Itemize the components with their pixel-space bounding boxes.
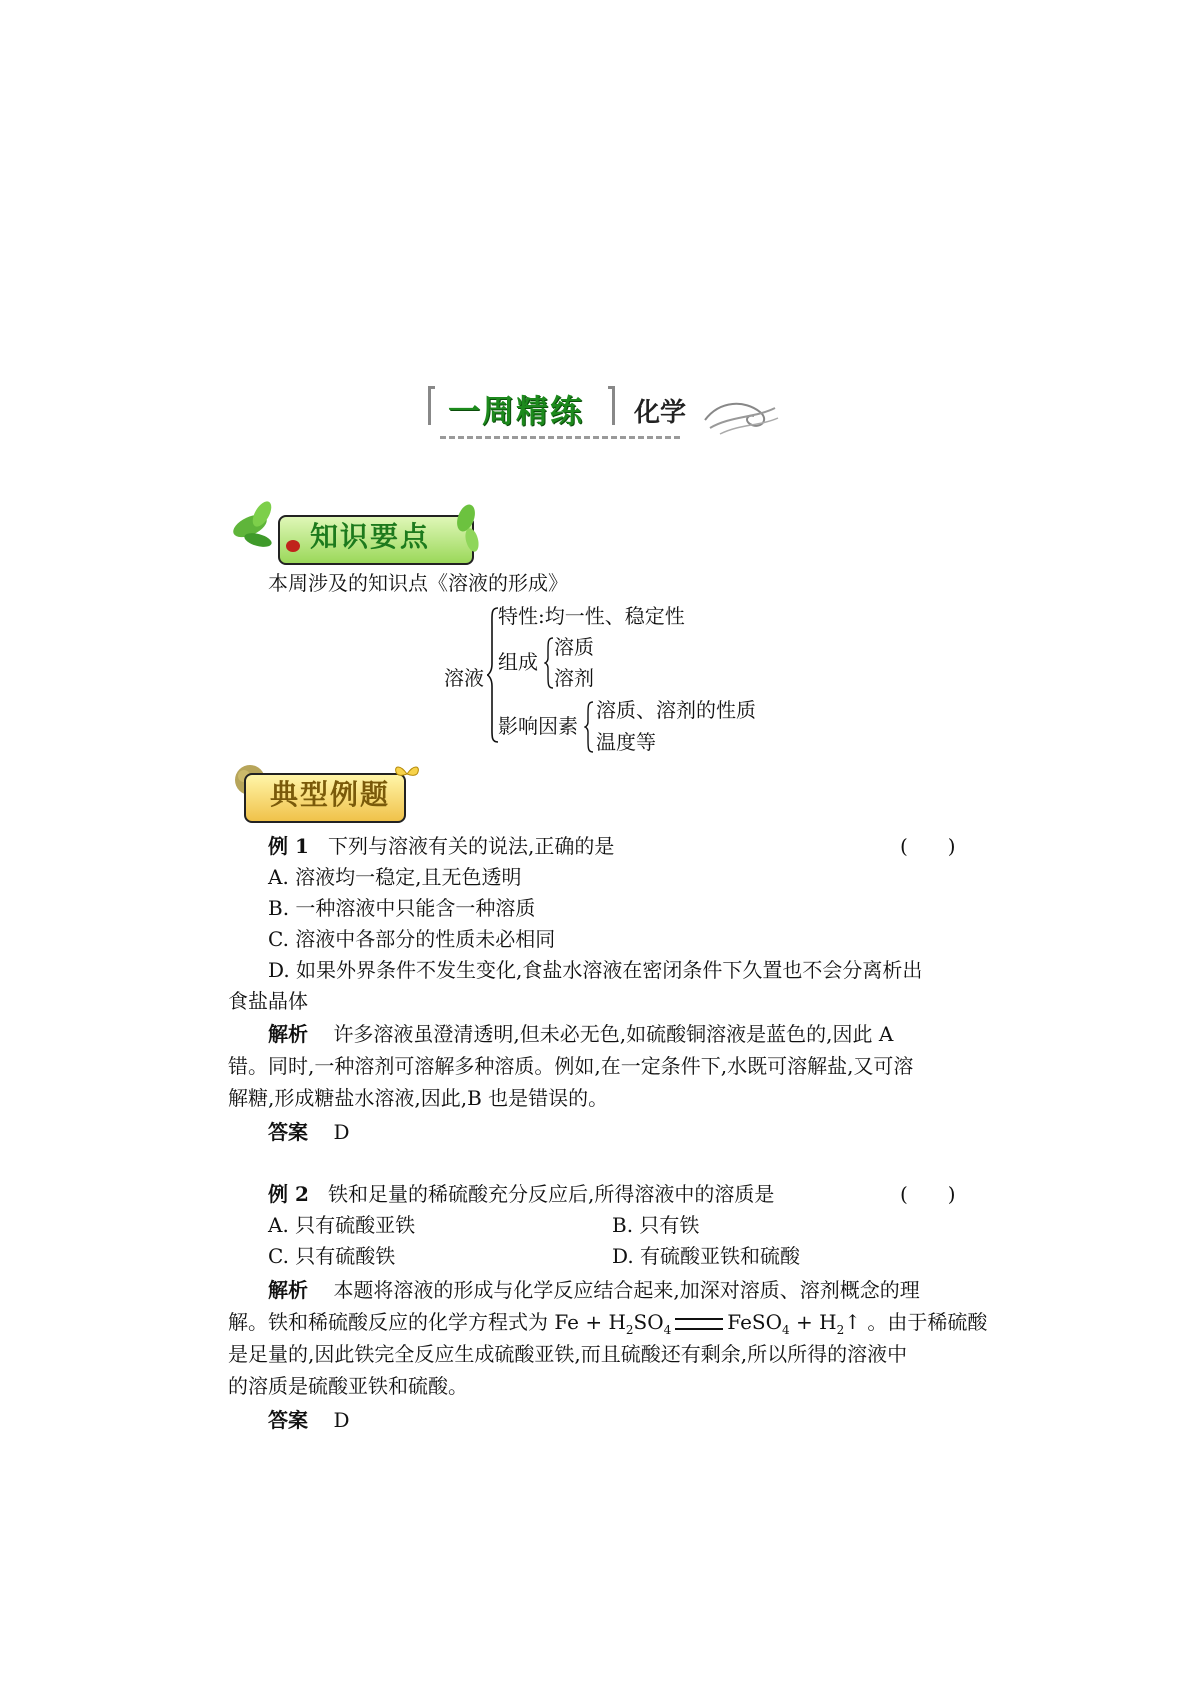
example1-option-a: A. 溶液均一稳定,且无色透明 bbox=[268, 865, 522, 889]
example2-answer-blank: ( ) bbox=[900, 1182, 956, 1206]
brace-small-factors bbox=[584, 700, 594, 754]
example1-question: 下列与溶液有关的说法,正确的是 bbox=[327, 834, 615, 858]
leaf-sprig-icon bbox=[446, 500, 486, 560]
header-subject: 化学 bbox=[634, 398, 687, 428]
example2-analysis-equation-line: 解。铁和稀硫酸反应的化学方程式为 $Fe + H_2SO_4$ FeSO$_4$ + $H_2↑$ 。由于稀硫酸 bbox=[228, 1310, 988, 1337]
examples-badge-label: 典型例题 bbox=[270, 778, 391, 811]
example1-answer: 答案 D bbox=[268, 1120, 350, 1144]
example1-analysis-line3: 解糖,形成糖盐水溶液,因此,B 也是错误的。 bbox=[228, 1086, 609, 1110]
example2-header bbox=[268, 1180, 774, 1208]
example2-label: 例 2 bbox=[268, 1182, 309, 1206]
diagram-branch3-item-nature: 溶质、溶剂的性质 bbox=[596, 698, 756, 722]
knowledge-intro: 本周涉及的知识点《溶液的形成》 bbox=[268, 571, 568, 595]
diagram-root: 溶液 bbox=[444, 666, 484, 690]
double-equals-sign bbox=[675, 1318, 723, 1330]
example2-analysis-line1: 解析 本题将溶液的形成与化学反应结合起来,加深对溶质、溶剂概念的理 bbox=[268, 1278, 920, 1302]
diagram-branch2-label: 组成 bbox=[498, 650, 538, 674]
example2-analysis-label: 解析 bbox=[268, 1278, 308, 1302]
example2-option-b: B. 只有铁 bbox=[612, 1213, 700, 1237]
example2-question: 铁和足量的稀硫酸充分反应后,所得溶液中的溶质是 bbox=[327, 1182, 775, 1206]
header-dash-line bbox=[440, 436, 680, 439]
diagram-branch2-item-solvent: 溶剂 bbox=[554, 666, 594, 690]
example2-option-a: A. 只有硫酸亚铁 bbox=[268, 1213, 416, 1237]
example1-option-d-cont: 食盐晶体 bbox=[228, 989, 308, 1013]
example2-analysis-line3: 是足量的,因此铁完全反应生成硫酸亚铁,而且硫酸还有剩余,所以所得的溶液中 bbox=[228, 1342, 908, 1366]
example1-analysis-line1: 解析 许多溶液虽澄清透明,但未必无色,如硫酸铜溶液是蓝色的,因此 A bbox=[268, 1022, 894, 1046]
example1-option-c: C. 溶液中各部分的性质未必相同 bbox=[268, 927, 556, 951]
example1-analysis-line2: 错。同时,一种溶剂可溶解多种溶质。例如,在一定条件下,水既可溶解盐,又可溶 bbox=[228, 1054, 914, 1078]
diagram-branch3-item-temperature: 温度等 bbox=[596, 730, 656, 754]
butterfly-icon bbox=[392, 762, 422, 786]
example2-option-d: D. 有硫酸亚铁和硫酸 bbox=[612, 1244, 801, 1268]
diagram-branch1: 特性:均一性、稳定性 bbox=[498, 604, 685, 628]
example1-label: 例 1 bbox=[268, 834, 309, 858]
example1-header bbox=[268, 832, 614, 860]
example1-option-d: D. 如果外界条件不发生变化,食盐水溶液在密闭条件下久置也不会分离析出 bbox=[268, 958, 923, 982]
header-title: 一周精练 bbox=[448, 392, 585, 430]
swirl-ornament-icon bbox=[700, 390, 780, 440]
brace-small-composition bbox=[544, 636, 554, 690]
example2-analysis-line4: 的溶质是硫酸亚铁和硫酸。 bbox=[228, 1374, 468, 1398]
knowledge-badge-label: 知识要点 bbox=[310, 520, 431, 553]
example2-option-c: C. 只有硫酸铁 bbox=[268, 1244, 396, 1268]
header-frame-right bbox=[608, 386, 615, 425]
example1-analysis-label: 解析 bbox=[268, 1022, 308, 1046]
header-frame-left bbox=[428, 386, 435, 425]
example1-option-b: B. 一种溶液中只能含一种溶质 bbox=[268, 896, 536, 920]
diagram-branch2-item-solute: 溶质 bbox=[554, 635, 594, 659]
example2-answer: 答案 D bbox=[268, 1408, 350, 1432]
diagram-branch3-label: 影响因素 bbox=[498, 714, 578, 738]
ladybug-icon bbox=[286, 540, 300, 552]
example1-answer-blank: ( ) bbox=[900, 834, 956, 858]
